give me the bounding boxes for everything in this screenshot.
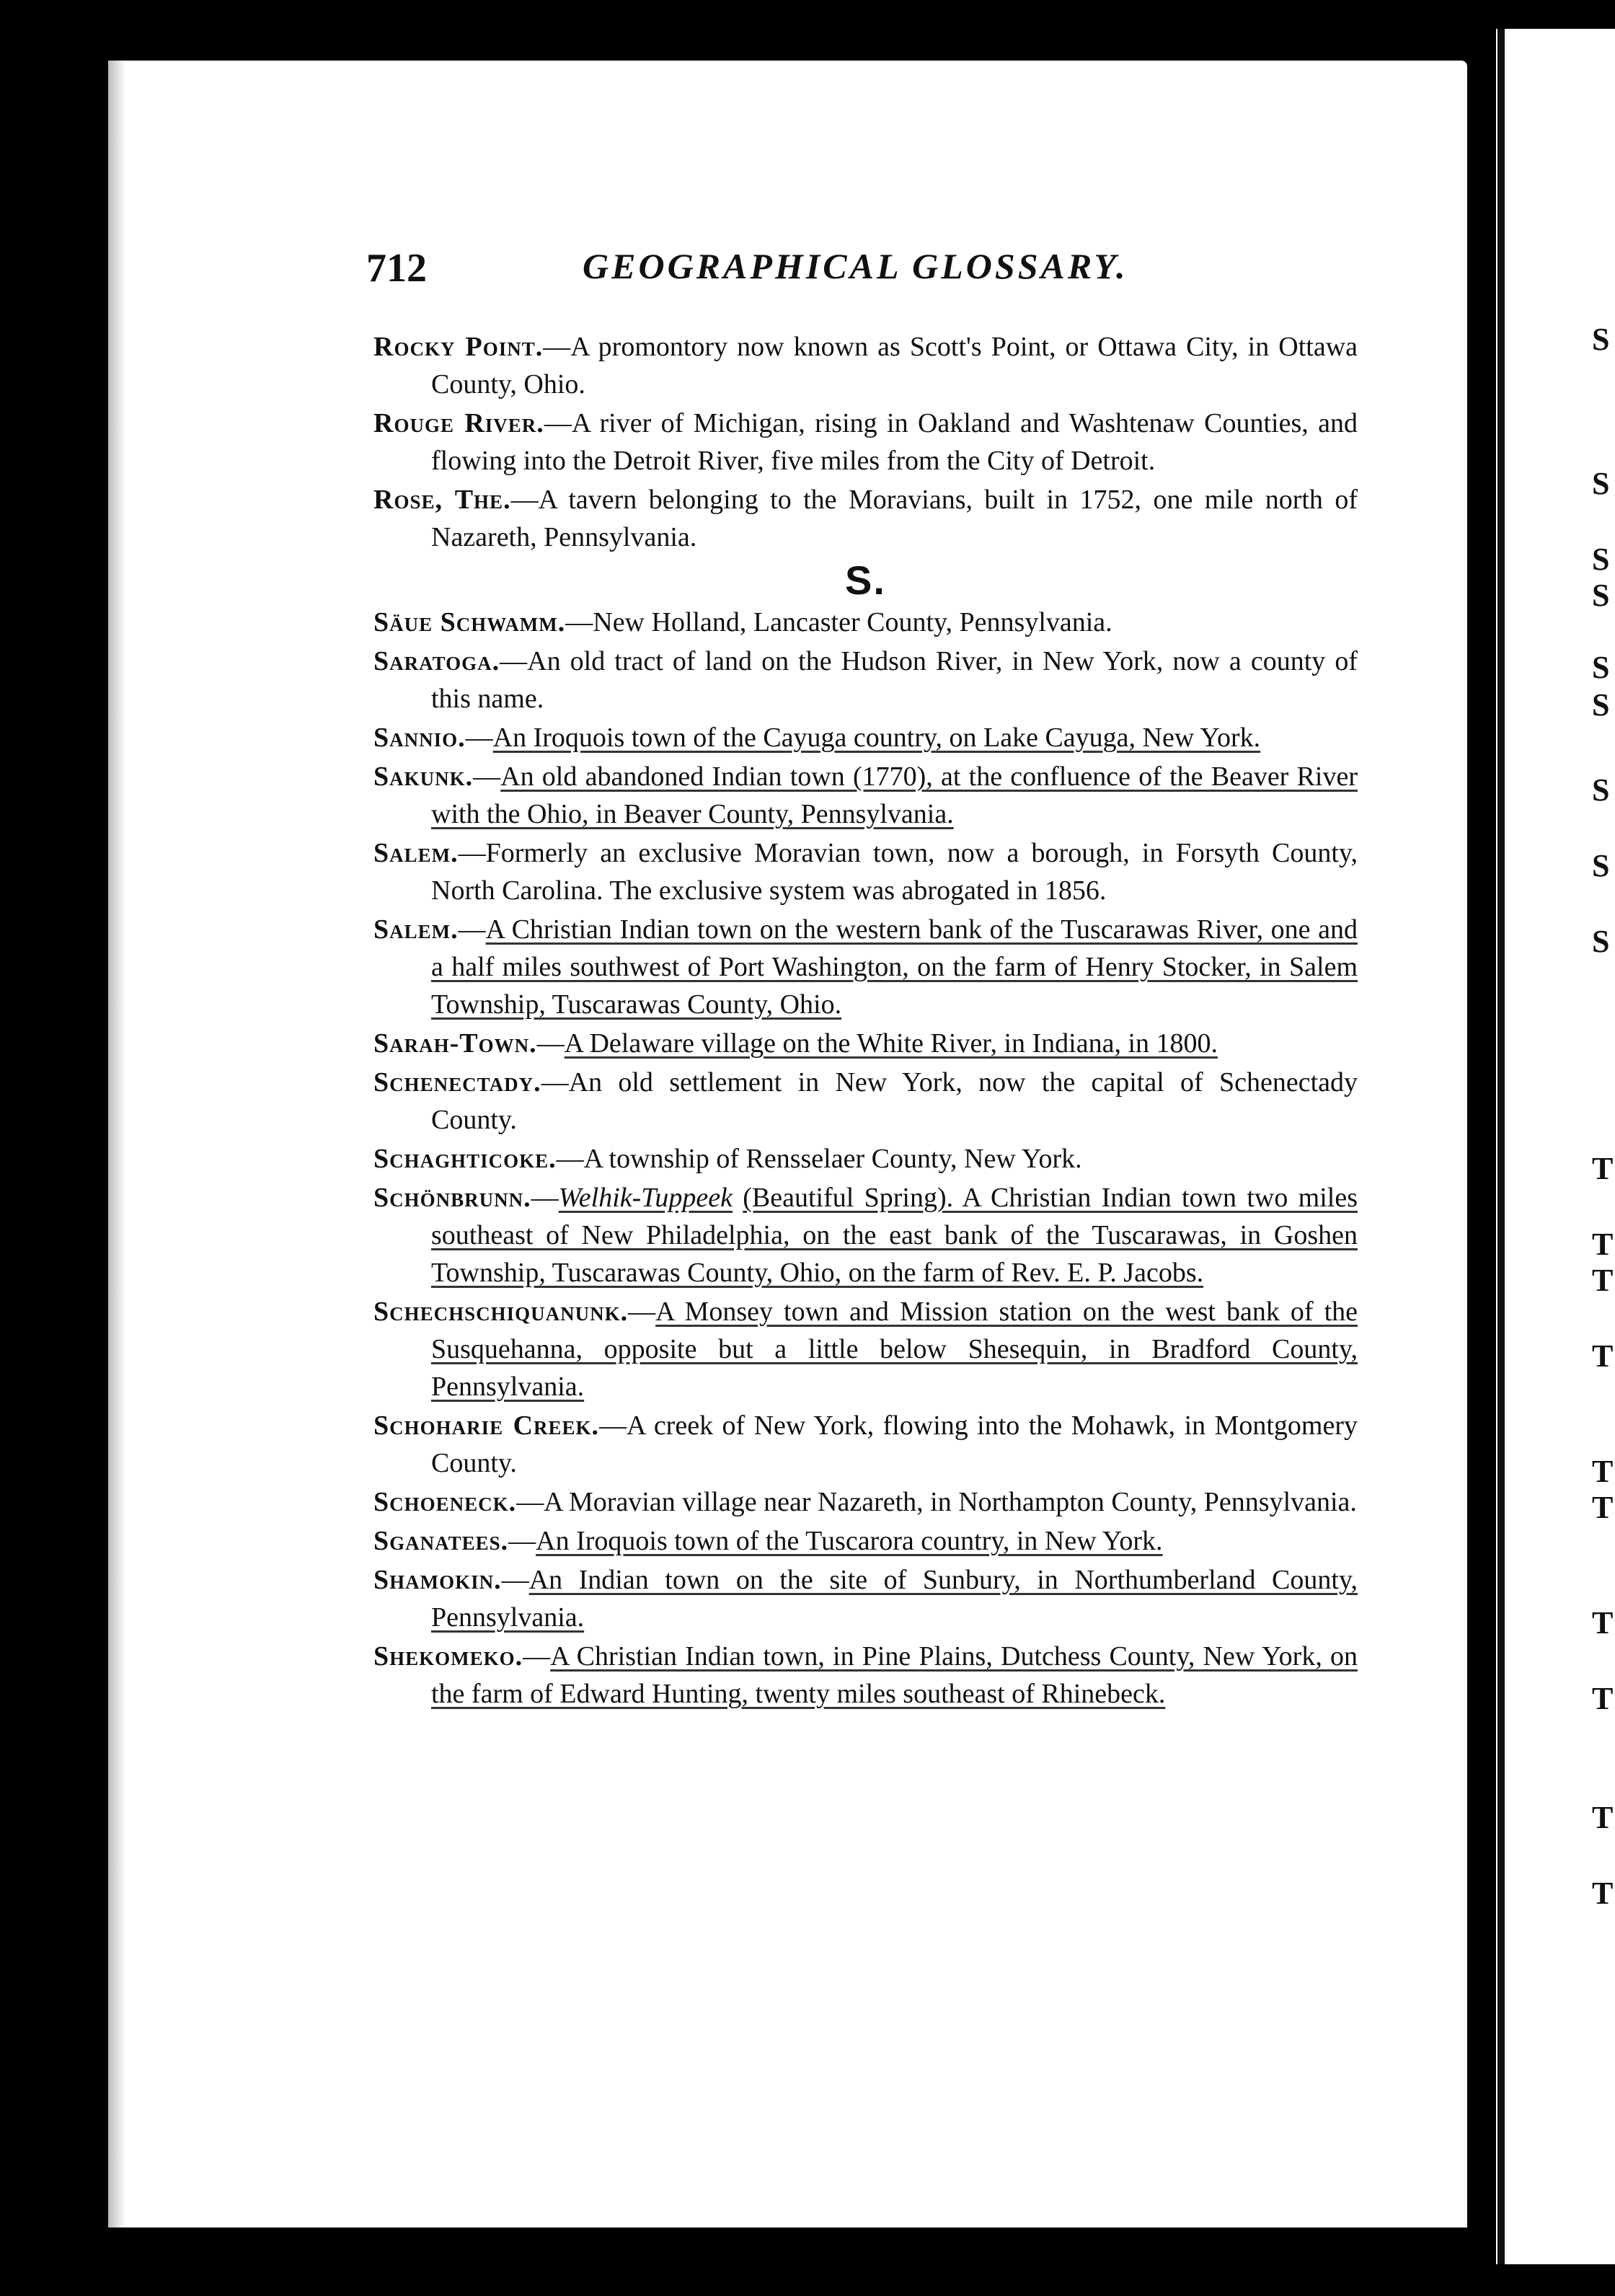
r-section [373, 328, 1358, 556]
next-page-letter: T [1592, 1454, 1614, 1489]
glossary-entry: Sakunk.—An old abandoned Indian town (1770), at the confluence of the Beaver River with the Ohio, in Beaver County, Pennsylvania. [373, 761, 1358, 829]
next-page-letter: T [1592, 1800, 1614, 1835]
entry-description: An Iroquois town of the Tuscarora country, in New York. [536, 1526, 1163, 1556]
glossary-entry: Säue Schwamm.—New Holland, Lancaster County, Pennsylvania. [373, 607, 1112, 637]
glossary-entry: Saratoga.—An old tract of land on the Hudson River, in New York, now a county of this name. [373, 646, 1358, 714]
entry-description: New Holland, Lancaster County, Pennsylvania. [593, 607, 1112, 637]
entry-term: Saratoga. [373, 646, 500, 676]
next-page-letter: S [1592, 650, 1610, 685]
entry-term: Schaghticoke. [373, 1144, 557, 1174]
next-page-letter: T [1592, 1681, 1614, 1716]
entry-term: Shamokin. [373, 1565, 502, 1595]
entry-term: Rouge River. [373, 408, 544, 438]
glossary-entry: Salem.—A Christian Indian town on the western bank of the Tuscarawas River, one and a half miles southwest of Port Washington, on the farm of Henry Stocker, in Salem Township, Tuscarawas County, Ohio. [373, 914, 1358, 1020]
s-section [373, 604, 1358, 1713]
entry-description: An old settlement in New York, now the capital of Schenectady County. [431, 1067, 1358, 1135]
entry-native-name: Welhik-Tuppeek [558, 1183, 733, 1213]
adjacent-page-edge [1496, 29, 1615, 2264]
glossary-entry: Sannio.—An Iroquois town of the Cayuga country, on Lake Cayuga, New York. [373, 723, 1261, 753]
glossary-entry: Rose, The.—A tavern belonging to the Moravians, built in 1752, one mile north of Nazareth, Pennsylvania. [373, 485, 1358, 552]
glossary-entry: Schaghticoke.—A township of Rensselaer County, New York. [373, 1144, 1082, 1174]
entry-description: An Indian town on the site of Sunbury, in Northumberland County, Pennsylvania. [431, 1565, 1358, 1633]
entry-description: A river of Michigan, rising in Oakland and Washtenaw Counties, and flowing into the Detroit River, five miles from the City of Detroit. [431, 408, 1358, 476]
entry-description: A Christian Indian town, in Pine Plains, Dutchess County, New York, on the farm of Edward Hunting, twenty miles southeast of Rhinebeck. [431, 1641, 1358, 1709]
entry-term: Sakunk. [373, 761, 474, 792]
entry-description: A Monsey town and Mission station on the west bank of the Susquehanna, opposite but a little below Shesequin, in Bradford County, Pennsylvania. [431, 1297, 1358, 1402]
entry-term: Schoeneck. [373, 1487, 517, 1517]
glossary-entry: Schoharie Creek.—A creek of New York, flowing into the Mohawk, in Montgomery County. [373, 1410, 1358, 1478]
entry-term: Sannio. [373, 723, 466, 753]
entry-term: Sarah-Town. [373, 1028, 537, 1059]
next-page-letter: T [1592, 1263, 1614, 1298]
next-page-letter: S [1592, 322, 1610, 357]
entry-term: Salem. [373, 838, 459, 868]
entry-description: A promontory now known as Scott's Point, or Ottawa City, in Ottawa County, Ohio. [431, 332, 1358, 399]
glossary-entry: Schönbrunn.—Welhik-Tuppeek (Beautiful Spring). A Christian Indian town two miles southeast of New Philadelphia, on the east bank of the Tuscarawas, in Goshen Township, Tuscarawas County, Ohio, on the farm of Rev. E. P. Jacobs. [373, 1183, 1358, 1288]
entry-description: Formerly an exclusive Moravian town, now a borough, in Forsyth County, North Carolina. The exclusive system was abrogated in 1856. [431, 838, 1358, 906]
entry-term: Schönbrunn. [373, 1183, 531, 1213]
section-letter: S. [845, 557, 886, 603]
next-page-letter: S [1592, 924, 1610, 959]
entry-description: An Iroquois town of the Cayuga country, on Lake Cayuga, New York. [492, 723, 1261, 753]
next-page-letter: T [1592, 1151, 1614, 1186]
entry-term: Sganatees. [373, 1526, 509, 1556]
entry-description: A Moravian village near Nazareth, in Northampton County, Pennsylvania. [544, 1487, 1357, 1517]
next-page-letter: S [1592, 542, 1610, 577]
entry-description: A Delaware village on the White River, in Indiana, in 1800. [564, 1028, 1218, 1059]
glossary-entry: Shekomeko.—A Christian Indian town, in Pine Plains, Dutchess County, New York, on the farm of Edward Hunting, twenty miles southeast of Rhinebeck. [373, 1641, 1358, 1709]
entry-description: A township of Rensselaer County, New York. [583, 1144, 1082, 1174]
next-page-letter: S [1592, 772, 1610, 808]
entry-term: Schenectady. [373, 1067, 541, 1098]
glossary-entry: Rouge River.—A river of Michigan, rising in Oakland and Washtenaw Counties, and flowing into the Detroit River, five miles from the City of Detroit. [373, 408, 1358, 476]
glossary-entry: Schoeneck.—A Moravian village near Nazareth, in Northampton County, Pennsylvania. [373, 1487, 1357, 1517]
next-page-letter: T [1592, 1338, 1614, 1374]
entry-description: (Beautiful Spring). A Christian Indian town two miles southeast of New Philadelphia, on the east bank of the Tuscarawas, in Goshen Township, Tuscarawas County, Ohio, on the farm of Rev. E. P. Jacobs. [431, 1183, 1358, 1288]
next-page-letter: S [1592, 466, 1610, 501]
entry-description: A Christian Indian town on the western bank of the Tuscarawas River, one and a half miles southwest of Port Washington, on the farm of Henry Stocker, in Salem Township, Tuscarawas County, Ohio. [431, 914, 1358, 1020]
next-page-letter: S [1592, 848, 1610, 883]
entry-description: A creek of New York, flowing into the Mohawk, in Montgomery County. [431, 1410, 1358, 1478]
glossary-entry: Schenectady.—An old settlement in New York, now the capital of Schenectady County. [373, 1067, 1358, 1135]
glossary-entry: Shamokin.—An Indian town on the site of Sunbury, in Northumberland County, Pennsylvania. [373, 1565, 1358, 1633]
page-gutter [1497, 29, 1505, 2264]
entry-description: An old abandoned Indian town (1770), at the confluence of the Beaver River with the Ohio, in Beaver County, Pennsylvania. [431, 761, 1358, 829]
page-number: 712 [366, 246, 427, 291]
entry-term: Schechschiquanunk. [373, 1297, 629, 1327]
entry-term: Rocky Point. [373, 332, 544, 362]
next-page-letter: S [1592, 687, 1610, 723]
entry-term: Säue Schwamm. [373, 607, 566, 637]
glossary-entries [373, 328, 1358, 1714]
entry-term: Rose, The. [373, 485, 511, 515]
glossary-entry: Salem.—Formerly an exclusive Moravian town, now a borough, in Forsyth County, North Carolina. The exclusive system was abrogated in 1856. [373, 838, 1358, 906]
next-page-letter: T [1592, 1605, 1614, 1641]
entry-term: Shekomeko. [373, 1641, 523, 1672]
entry-term: Schoharie Creek. [373, 1410, 600, 1441]
glossary-entry: Rocky Point.—A promontory now known as Scott's Point, or Ottawa City, in Ottawa County, Ohio. [373, 332, 1358, 399]
entry-description: A tavern belonging to the Moravians, built in 1752, one mile north of Nazareth, Pennsylvania. [431, 485, 1358, 552]
glossary-entry: Schechschiquanunk.—A Monsey town and Mission station on the west bank of the Susquehanna, opposite but a little below Shesequin, in Bradford County, Pennsylvania. [373, 1297, 1358, 1402]
glossary-entry: Sarah-Town.—A Delaware village on the White River, in Indiana, in 1800. [373, 1028, 1218, 1059]
next-page-letter: T [1592, 1490, 1614, 1525]
running-title: GEOGRAPHICAL GLOSSARY. [583, 246, 1128, 286]
entry-description: An old tract of land on the Hudson River, in New York, now a county of this name. [431, 646, 1358, 714]
next-page-letter: T [1592, 1227, 1614, 1262]
binding-shadow [108, 61, 125, 2227]
glossary-entry: Sganatees.—An Iroquois town of the Tuscarora country, in New York. [373, 1526, 1163, 1556]
next-page-letter: T [1592, 1876, 1614, 1911]
next-page-letter: S [1592, 578, 1610, 613]
entry-term: Salem. [373, 914, 459, 945]
